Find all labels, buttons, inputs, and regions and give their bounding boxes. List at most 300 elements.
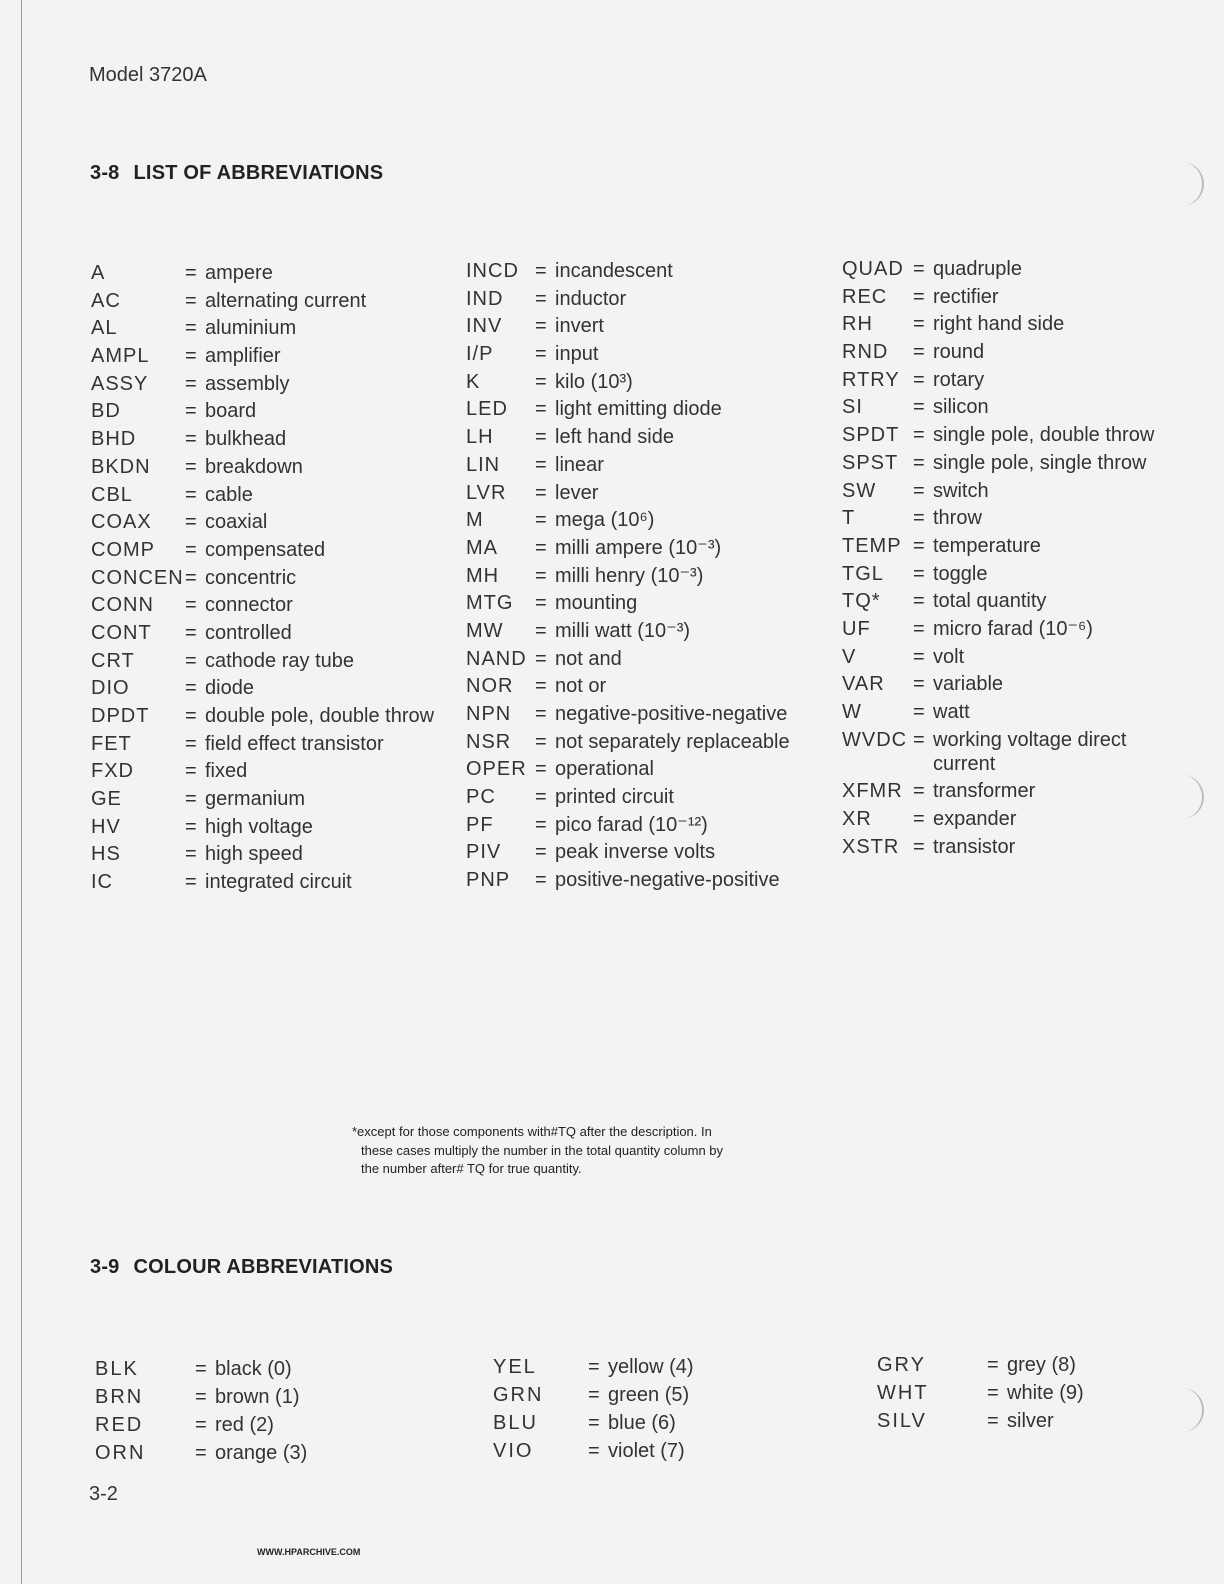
abbreviation-code: PC xyxy=(466,786,496,809)
abbreviation-entry xyxy=(466,481,816,505)
equals-sign: = xyxy=(913,341,925,364)
abbreviation-meaning: silicon xyxy=(933,396,989,419)
abbreviation-meaning: white (9) xyxy=(1007,1382,1084,1404)
abbreviation-meaning: concentric xyxy=(205,566,297,589)
abbrev-column-2 xyxy=(466,259,816,896)
abbreviation-code: TGL xyxy=(842,562,884,585)
equals-sign: = xyxy=(535,509,547,532)
abbreviation-code: A xyxy=(91,262,106,284)
binder-hole-mark xyxy=(1180,162,1204,206)
abbreviation-meaning: input xyxy=(555,343,599,366)
equals-sign: = xyxy=(185,511,197,534)
abbreviation-entry xyxy=(466,370,816,394)
equals-sign: = xyxy=(913,534,925,557)
colour-column-1 xyxy=(95,1357,307,1469)
abbreviation-entry xyxy=(91,676,441,700)
abbreviation-meaning: expander xyxy=(933,808,1017,831)
abbreviation-code: BRN xyxy=(95,1386,144,1408)
equals-sign: = xyxy=(185,262,197,284)
section-title: LIST OF ABBREVIATIONS xyxy=(133,162,384,184)
abbreviation-entry xyxy=(842,506,1192,530)
abbreviation-meaning: working voltage direct current xyxy=(933,728,1127,775)
abbreviation-code: GE xyxy=(91,788,122,811)
abbreviation-entry xyxy=(91,483,441,507)
equals-sign: = xyxy=(185,289,197,312)
equals-sign: = xyxy=(535,481,547,504)
abbreviation-code: COMP xyxy=(91,538,155,561)
section-number: 3-9 xyxy=(90,1256,120,1278)
abbreviation-code: CRT xyxy=(91,649,135,672)
equals-sign: = xyxy=(535,869,547,892)
equals-sign: = xyxy=(535,841,547,864)
abbreviation-entry xyxy=(466,702,816,726)
abbreviation-code: BHD xyxy=(91,428,137,451)
abbreviation-entry xyxy=(877,1353,1084,1377)
footnote-line: these cases multiply the number in the total quantity column by xyxy=(361,1142,724,1158)
abbreviation-code: SPDT xyxy=(842,424,900,447)
abbreviation-entry xyxy=(91,704,441,728)
equals-sign: = xyxy=(987,1382,999,1404)
equals-sign: = xyxy=(535,453,547,476)
abbreviation-meaning: breakdown xyxy=(205,455,303,478)
equals-sign: = xyxy=(185,372,197,395)
abbreviation-meaning: germanium xyxy=(205,788,306,811)
abbreviation-code: TEMP xyxy=(842,534,902,557)
binder-hole-mark xyxy=(1180,1388,1204,1432)
abbreviation-entry xyxy=(842,589,1192,613)
abbreviation-code: I/P xyxy=(466,343,494,366)
abbreviation-meaning: black (0) xyxy=(215,1358,292,1380)
abbreviation-code: LH xyxy=(466,426,494,449)
abbreviation-entry xyxy=(91,621,441,645)
abbreviation-entry xyxy=(842,728,1192,776)
equals-sign: = xyxy=(195,1442,207,1464)
abbreviation-meaning: alternating current xyxy=(205,289,367,312)
equals-sign: = xyxy=(535,426,547,449)
abbreviation-code: DIO xyxy=(91,677,130,700)
abbreviation-code: V xyxy=(842,645,857,668)
abbreviation-code: VAR xyxy=(842,673,885,696)
abbreviation-meaning: volt xyxy=(933,645,965,668)
abbreviation-entry xyxy=(91,455,441,479)
equals-sign: = xyxy=(195,1386,207,1408)
abbreviation-meaning: connector xyxy=(205,594,293,617)
equals-sign: = xyxy=(913,258,925,280)
abbreviation-entry xyxy=(493,1439,694,1463)
abbreviation-meaning: incandescent xyxy=(555,260,673,282)
abbreviation-meaning: board xyxy=(205,400,257,423)
equals-sign: = xyxy=(185,732,197,755)
equals-sign: = xyxy=(185,871,197,894)
equals-sign: = xyxy=(535,370,547,393)
abbreviation-code: HV xyxy=(91,815,121,838)
equals-sign: = xyxy=(588,1412,600,1434)
abbreviation-entry xyxy=(842,451,1192,475)
abbreviation-entry xyxy=(466,259,816,283)
abbreviation-meaning: milli ampere (10⁻³) xyxy=(555,536,722,559)
abbreviation-meaning: micro farad (10⁻⁶) xyxy=(933,617,1093,640)
abbreviation-code: LIN xyxy=(466,453,501,476)
abbreviation-meaning: linear xyxy=(555,453,604,476)
equals-sign: = xyxy=(987,1354,999,1376)
abbreviation-code: NAND xyxy=(466,647,527,670)
abbreviation-meaning: peak inverse volts xyxy=(555,841,716,864)
abbreviation-meaning: left hand side xyxy=(555,426,674,449)
abbreviation-code: SILV xyxy=(877,1410,927,1432)
equals-sign: = xyxy=(185,400,197,423)
abbreviation-code: MW xyxy=(466,619,504,642)
abbreviation-code: PIV xyxy=(466,841,502,864)
equals-sign: = xyxy=(588,1384,600,1406)
equals-sign: = xyxy=(535,260,547,282)
abbreviation-meaning: rectifier xyxy=(933,285,999,308)
abbreviation-entry xyxy=(842,617,1192,641)
abbreviation-entry xyxy=(842,423,1192,447)
abbreviation-code: SI xyxy=(842,396,863,419)
abbreviation-meaning: assembly xyxy=(205,372,290,395)
abbreviation-code: TQ* xyxy=(842,590,881,613)
abbreviation-entry xyxy=(466,453,816,477)
abbreviation-entry xyxy=(91,815,441,839)
abbreviation-entry xyxy=(91,510,441,534)
equals-sign: = xyxy=(535,730,547,753)
abbreviation-entry xyxy=(91,316,441,340)
abbreviation-meaning: watt xyxy=(933,701,970,723)
abbreviation-entry xyxy=(91,538,441,562)
equals-sign: = xyxy=(185,594,197,617)
abbreviation-code: W xyxy=(842,701,862,723)
abbreviation-meaning: toggle xyxy=(933,562,988,585)
abbrev-column-1 xyxy=(91,261,441,898)
abbreviation-meaning: milli henry (10⁻³) xyxy=(555,564,704,587)
equals-sign: = xyxy=(913,424,925,447)
footnote xyxy=(352,1123,832,1179)
abbreviation-code: AMPL xyxy=(91,345,150,368)
abbreviation-meaning: total quantity xyxy=(933,590,1047,613)
abbreviation-code: INCD xyxy=(466,260,519,282)
equals-sign: = xyxy=(535,592,547,615)
abbreviation-entry xyxy=(842,807,1192,831)
abbreviation-entry xyxy=(91,593,441,617)
abbreviation-meaning: diode xyxy=(205,677,254,700)
abbreviation-entry xyxy=(493,1411,694,1435)
equals-sign: = xyxy=(185,843,197,866)
abbreviation-entry xyxy=(466,840,816,864)
abbreviation-meaning: integrated circuit xyxy=(205,871,352,894)
abbreviation-entry xyxy=(91,399,441,423)
abbreviation-entry xyxy=(91,842,441,866)
abbreviation-entry xyxy=(466,342,816,366)
section-heading-abbreviations xyxy=(90,162,383,185)
abbreviation-code: BD xyxy=(91,400,121,423)
abbreviation-entry xyxy=(842,700,1192,724)
abbreviation-meaning: kilo (10³) xyxy=(555,370,633,393)
abbreviation-meaning: not and xyxy=(555,647,622,670)
abbreviation-meaning: red (2) xyxy=(215,1414,274,1436)
equals-sign: = xyxy=(185,317,197,340)
equals-sign: = xyxy=(913,396,925,419)
abbreviation-entry xyxy=(466,508,816,532)
abbreviation-entry xyxy=(466,785,816,809)
equals-sign: = xyxy=(535,564,547,587)
equals-sign: = xyxy=(185,705,197,727)
abbreviation-meaning: orange (3) xyxy=(215,1442,308,1464)
abbreviation-meaning: lever xyxy=(555,481,599,504)
equals-sign: = xyxy=(913,617,925,640)
abbreviation-code: BKDN xyxy=(91,455,151,478)
abbreviation-entry xyxy=(466,813,816,837)
abbreviation-meaning: field effect transistor xyxy=(205,732,384,755)
abbreviation-code: CBL xyxy=(91,483,133,506)
abbreviation-entry xyxy=(95,1357,307,1381)
abbreviation-code: NSR xyxy=(466,730,512,753)
abbreviation-meaning: variable xyxy=(933,673,1004,696)
equals-sign: = xyxy=(185,621,197,644)
equals-sign: = xyxy=(913,451,925,474)
abbreviation-code: MA xyxy=(466,536,498,559)
abbreviation-code: GRY xyxy=(877,1354,926,1376)
equals-sign: = xyxy=(185,455,197,478)
abbreviation-meaning: high voltage xyxy=(205,815,313,838)
equals-sign: = xyxy=(535,536,547,559)
equals-sign: = xyxy=(913,701,925,723)
abbreviation-entry xyxy=(466,425,816,449)
abbreviation-entry xyxy=(842,395,1192,419)
abbreviation-meaning: aluminium xyxy=(205,317,297,340)
equals-sign: = xyxy=(913,507,925,530)
equals-sign: = xyxy=(588,1356,600,1378)
archive-url: WWW.HPARCHIVE.COM xyxy=(257,1547,361,1557)
abbreviation-code: XFMR xyxy=(842,780,903,803)
abbreviation-entry xyxy=(466,591,816,615)
abbreviation-entry xyxy=(493,1355,694,1379)
abbreviation-entry xyxy=(466,564,816,588)
abbreviation-code: RTRY xyxy=(842,368,900,391)
equals-sign: = xyxy=(535,675,547,698)
abbreviation-entry xyxy=(842,340,1192,364)
abbreviation-meaning: mega (10⁶) xyxy=(555,509,655,532)
abbreviation-entry xyxy=(95,1441,307,1465)
abbreviation-entry xyxy=(842,285,1192,309)
abbreviation-meaning: milli watt (10⁻³) xyxy=(555,619,691,642)
abbreviation-meaning: cable xyxy=(205,483,253,506)
abbreviation-meaning: right hand side xyxy=(933,313,1065,336)
abbreviation-code: NPN xyxy=(466,703,512,725)
equals-sign: = xyxy=(913,285,925,308)
abbreviation-meaning: transformer xyxy=(933,780,1036,803)
abbreviation-meaning: temperature xyxy=(933,534,1041,557)
abbreviation-code: IND xyxy=(466,287,504,310)
abbreviation-entry xyxy=(466,730,816,754)
abbreviation-meaning: fixed xyxy=(205,760,248,783)
equals-sign: = xyxy=(913,479,925,502)
equals-sign: = xyxy=(913,835,925,858)
abbreviation-code: GRN xyxy=(493,1384,544,1406)
abbreviation-meaning: operational xyxy=(555,758,654,781)
abbreviation-meaning: grey (8) xyxy=(1007,1354,1076,1376)
section-title: COLOUR ABBREVIATIONS xyxy=(133,1256,394,1278)
abbreviation-meaning: bulkhead xyxy=(205,428,287,451)
page-number: 3-2 xyxy=(89,1483,118,1505)
abbreviation-code: FXD xyxy=(91,760,134,783)
abbreviation-entry xyxy=(466,619,816,643)
equals-sign: = xyxy=(913,590,925,613)
abbreviation-entry xyxy=(95,1385,307,1409)
abbreviation-entry xyxy=(877,1409,1084,1433)
abbreviation-meaning: light emitting diode xyxy=(555,398,722,421)
abbreviation-code: AC xyxy=(91,289,121,312)
abbreviation-meaning: positive-negative-positive xyxy=(555,869,780,892)
abbreviation-meaning: round xyxy=(933,341,985,364)
abbreviation-entry xyxy=(842,562,1192,586)
equals-sign: = xyxy=(185,566,197,589)
equals-sign: = xyxy=(913,673,925,696)
abbreviation-code: FET xyxy=(91,732,132,755)
abbreviation-meaning: blue (6) xyxy=(608,1412,676,1434)
abbreviation-entry xyxy=(91,427,441,451)
abbreviation-code: ASSY xyxy=(91,372,149,395)
equals-sign: = xyxy=(913,368,925,391)
abbreviation-code: HS xyxy=(91,843,121,866)
equals-sign: = xyxy=(185,538,197,561)
abbreviation-meaning: amplifier xyxy=(205,345,281,368)
abbreviation-entry xyxy=(842,368,1192,392)
abbreviation-code: IC xyxy=(91,871,113,894)
abbreviation-meaning: not separately replaceable xyxy=(555,730,790,753)
abbreviation-meaning: pico farad (10⁻¹²) xyxy=(555,813,708,836)
abbreviation-entry xyxy=(91,344,441,368)
abbreviation-meaning: single pole, single throw xyxy=(933,451,1147,474)
abbreviation-code: XSTR xyxy=(842,835,900,858)
abbreviation-code: NOR xyxy=(466,675,514,698)
abbreviation-code: WVDC xyxy=(842,728,908,751)
abbreviation-meaning: green (5) xyxy=(608,1384,690,1406)
abbreviation-meaning: quadruple xyxy=(933,258,1022,280)
abbreviation-code: DPDT xyxy=(91,705,150,727)
footnote-line: *except for those components with#TQ after the description. In xyxy=(352,1124,712,1139)
equals-sign: = xyxy=(987,1410,999,1432)
equals-sign: = xyxy=(913,562,925,585)
abbreviation-code: BLU xyxy=(493,1412,538,1434)
abbreviation-entry xyxy=(91,289,441,313)
equals-sign: = xyxy=(535,343,547,366)
abbreviation-entry xyxy=(842,779,1192,803)
abbreviation-code: RND xyxy=(842,341,889,364)
abbreviation-entry xyxy=(91,261,441,285)
abbreviation-meaning: not or xyxy=(555,675,607,698)
abbreviation-entry xyxy=(466,397,816,421)
abbreviation-meaning: invert xyxy=(555,315,604,338)
abbreviation-code: CONT xyxy=(91,621,152,644)
abbreviation-entry xyxy=(877,1381,1084,1405)
abbreviation-code: PF xyxy=(466,813,494,836)
equals-sign: = xyxy=(913,645,925,668)
abbreviation-meaning: brown (1) xyxy=(215,1386,300,1408)
abbreviation-meaning: printed circuit xyxy=(555,786,674,809)
equals-sign: = xyxy=(535,398,547,421)
page-edge-line xyxy=(21,0,22,1584)
abbreviation-meaning: controlled xyxy=(205,621,292,644)
abbreviation-entry xyxy=(842,835,1192,859)
abbreviation-code: XR xyxy=(842,808,872,831)
equals-sign: = xyxy=(535,758,547,781)
equals-sign: = xyxy=(185,788,197,811)
abbreviation-code: CONN xyxy=(91,594,154,617)
equals-sign: = xyxy=(535,315,547,338)
abbreviation-code: T xyxy=(842,507,856,530)
abbreviation-entry xyxy=(842,645,1192,669)
abbreviation-entry xyxy=(493,1383,694,1407)
abbreviation-entry xyxy=(466,287,816,311)
abbreviation-meaning: high speed xyxy=(205,843,303,866)
abbreviation-entry xyxy=(91,732,441,756)
abbreviation-meaning: transistor xyxy=(933,835,1016,858)
abbreviation-code: OPER xyxy=(466,758,527,781)
abbreviation-meaning: inductor xyxy=(555,287,627,310)
colour-column-3 xyxy=(877,1353,1084,1437)
equals-sign: = xyxy=(185,345,197,368)
abbreviation-entry xyxy=(466,647,816,671)
abbreviation-entry xyxy=(466,868,816,892)
abbreviation-meaning: negative-positive-negative xyxy=(555,703,788,725)
abbreviation-entry xyxy=(842,312,1192,336)
equals-sign: = xyxy=(185,760,197,783)
abbreviation-entry xyxy=(466,314,816,338)
equals-sign: = xyxy=(195,1358,207,1380)
abbreviation-meaning: violet (7) xyxy=(608,1440,685,1462)
abbreviation-code: CONCEN xyxy=(91,566,184,589)
abbreviation-code: QUAD xyxy=(842,258,904,280)
abbreviation-code: ORN xyxy=(95,1442,146,1464)
section-heading-colour xyxy=(90,1256,393,1279)
abbreviation-code: INV xyxy=(466,315,503,338)
abbreviation-entry xyxy=(91,649,441,673)
equals-sign: = xyxy=(588,1440,600,1462)
abbreviation-code: K xyxy=(466,370,481,393)
abbreviation-code: VIO xyxy=(493,1440,534,1462)
abbreviation-meaning: compensated xyxy=(205,538,326,561)
abbreviation-entry xyxy=(91,759,441,783)
abbreviation-entry xyxy=(466,674,816,698)
model-header: Model 3720A xyxy=(89,64,207,86)
section-number: 3-8 xyxy=(90,162,120,184)
equals-sign: = xyxy=(535,786,547,809)
equals-sign: = xyxy=(535,619,547,642)
abbreviation-entry xyxy=(91,372,441,396)
abbreviation-code: MH xyxy=(466,564,500,587)
abbreviation-entry xyxy=(842,479,1192,503)
abbreviation-meaning: ampere xyxy=(205,262,273,284)
abbreviation-entry xyxy=(466,536,816,560)
abbreviation-entry xyxy=(842,257,1192,281)
abbreviation-code: SW xyxy=(842,479,877,502)
abbreviation-entry xyxy=(91,566,441,590)
equals-sign: = xyxy=(913,728,925,751)
equals-sign: = xyxy=(535,287,547,310)
abbreviation-meaning: silver xyxy=(1007,1410,1054,1432)
equals-sign: = xyxy=(535,703,547,725)
equals-sign: = xyxy=(185,649,197,672)
abbreviation-entry xyxy=(842,672,1192,696)
abbreviation-meaning: cathode ray tube xyxy=(205,649,354,672)
equals-sign: = xyxy=(185,815,197,838)
equals-sign: = xyxy=(535,813,547,836)
abbreviation-code: UF xyxy=(842,617,871,640)
abbreviation-meaning: mounting xyxy=(555,592,638,615)
abbreviation-code: YEL xyxy=(493,1356,537,1378)
equals-sign: = xyxy=(185,483,197,506)
abbrev-column-3 xyxy=(842,257,1192,862)
